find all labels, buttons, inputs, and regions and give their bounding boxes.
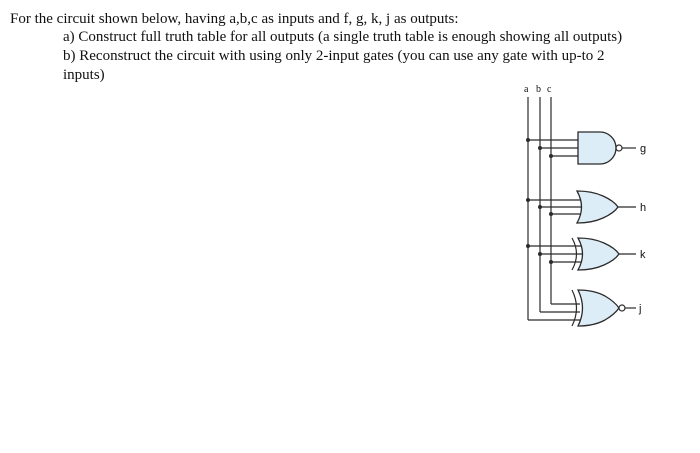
nand-gate-g [526,132,646,164]
xor-gate-k [526,238,646,270]
input-buses [528,97,580,320]
input-label-b: b [536,84,541,95]
output-label-j: j [639,303,642,315]
or-gate-h [526,191,646,223]
question-part-b: b) Reconstruct the circuit with using only 2-input gates (you can use any gate with up-to 2 [63,48,605,64]
xnor-gate-j [572,290,641,326]
question-intro: For the circuit shown below, having a,b,c as inputs and f, g, k, j as outputs: [10,11,459,27]
input-label-a: a [524,84,529,95]
output-label-h: h [640,202,647,214]
output-label-k: k [640,249,646,261]
input-label-c: c [547,84,552,95]
output-label-g: g [640,143,647,155]
question-part-a: a) Construct full truth table for all outputs (a single truth table is enough showing all outputs) [63,29,623,45]
question-part-b-continued: inputs) [63,67,105,83]
